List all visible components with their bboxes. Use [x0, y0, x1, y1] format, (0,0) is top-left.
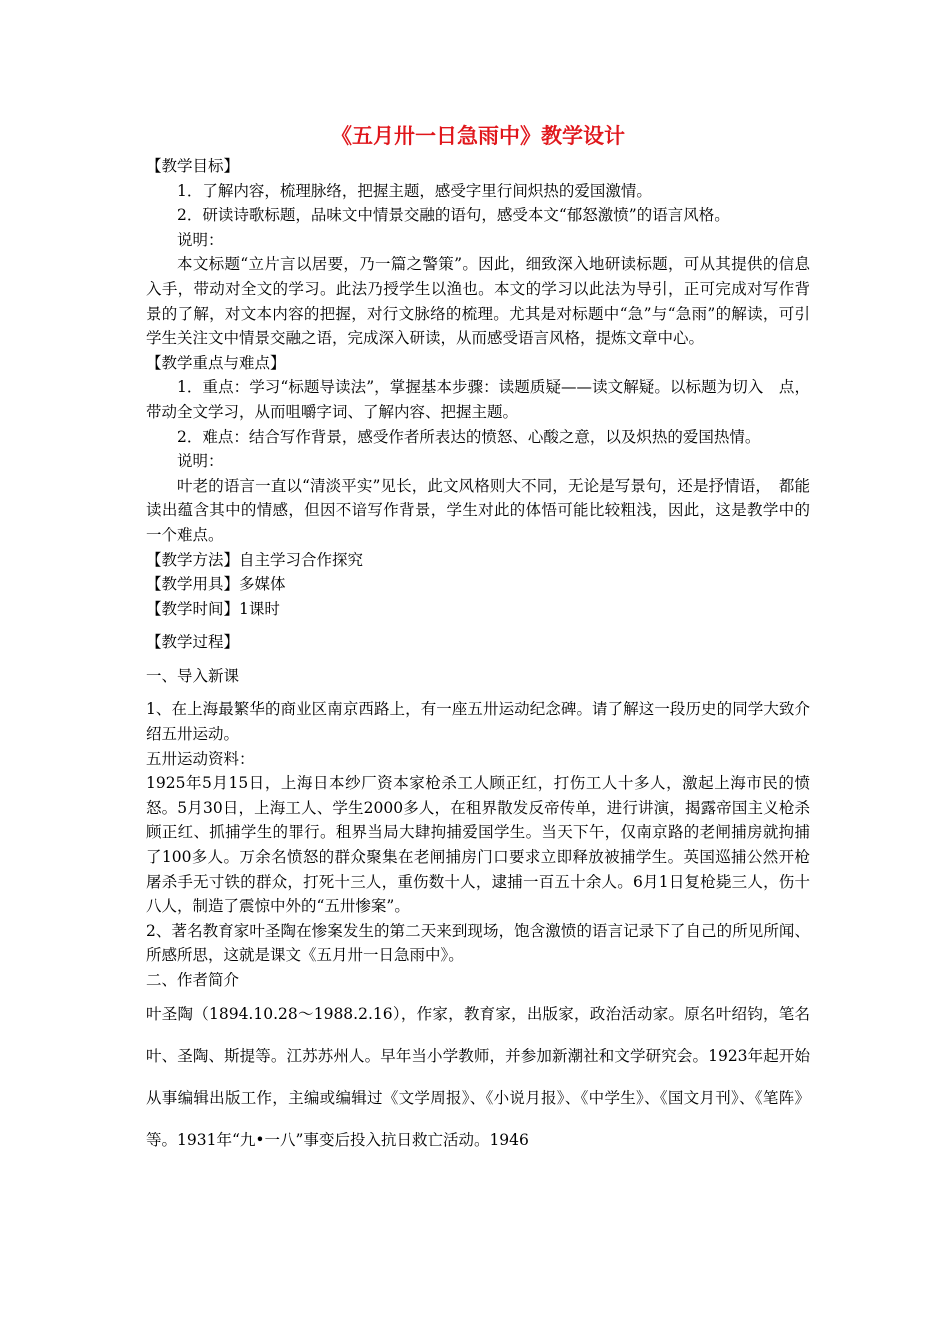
- key-point-1: 1．重点：学习“标题导读法”，掌握基本步骤：读题质疑——读文解疑。以标题为切入 点，带动全文学习，从而咀嚼字词、了解内容、把握主题。: [146, 378, 810, 421]
- teaching-time: 【教学时间】1课时: [146, 599, 280, 618]
- section-2-title: 二、作者简介: [146, 971, 240, 989]
- key-point-2: 2．难点：结合写作背景，感受作者所表达的愤怒、心酸之意，以及炽热的爱国热情。: [177, 427, 761, 446]
- section-1-paragraph-2: 2、著名教育家叶圣陶在惨案发生的第二天来到现场，饱含激愤的语言记录下了自己的所见所闻、所感所思，这就是课文《五月卅一日急雨中》。: [146, 921, 810, 965]
- teaching-method: 【教学方法】自主学习合作探究: [146, 550, 364, 569]
- teaching-tools: 【教学用具】多媒体: [146, 575, 286, 594]
- section-1-paragraph-1: 1、在上海最繁华的商业区南京西路上，有一座五卅运动纪念碑。请了解这一段历史的同学大致介绍五卅运动。: [146, 700, 810, 744]
- document-page: [146, 118, 810, 1161]
- author-intro: 叶圣陶（1894.10.28～1988.2.16），作家，教育家，出版家，政治活动家。原名叶绍钧，笔名叶、圣陶、斯提等。江苏苏州人。早年当小学教师，并参加新潮社和文学研究会。1923年起开始从事编辑出版工作，主编或编辑过《文学周报》、《小说月报》、《中学生》、《国文月刊》、《笔阵》等。1931年“九•一八”事变后投入抗日救亡活动。1946: [146, 1004, 810, 1149]
- document-title: 《五月卅一日急雨中》教学设计: [331, 124, 625, 148]
- key-points-heading: 【教学重点与难点】: [146, 353, 286, 372]
- goals-note-label: 说明：: [177, 230, 224, 249]
- process-heading: 【教学过程】: [146, 633, 240, 652]
- goals-heading: 【教学目标】: [146, 157, 240, 175]
- goal-item-2: 2．研读诗歌标题，品味文中情景交融的语句，感受本文“郁怒激愤”的语言风格。: [177, 206, 730, 225]
- goals-note-text: 本文标题“立片言以居要，乃一篇之警策”。因此，细致深入地研读标题，可从其提供的信息入手，带动对全文的学习。此法乃授学生以渔也。本文的学习以此法为导引，正可完成对写作背景的了解，对文本内容的把握，对行文脉络的梳理。尤其是对标题中“急”与“急雨”的解读，可引学生关注文中情景交融之语，完成深入研读，从而感受语言风格，提炼文章中心。: [146, 255, 810, 348]
- section-1-title: 一、导入新课: [146, 666, 240, 685]
- section-1-material-label: 五卅运动资料：: [146, 749, 255, 768]
- goal-item-1: 1．了解内容，梳理脉络，把握主题，感受字里行间炽热的爱国激情。: [177, 181, 652, 200]
- key-points-note-text: 叶老的语言一直以“清淡平实”见长，此文风格则大不同，无论是写景句，还是抒情语， 都能读出蕴含其中的情感，但因不谙写作背景，学生对此的体悟可能比较粗浅，因此，这是教学中的一个难点。: [146, 476, 810, 544]
- section-1-material: 1925年5月15日，上海日本纱厂资本家枪杀工人顾正红，打伤工人十多人，激起上海市民的愤怒。5月30日，上海工人、学生2000多人，在租界散发反帝传单，进行讲演，揭露帝国主义枪杀顾正红、抓捕学生的罪行。租界当局大肆拘捕爱国学生。当天下午，仅南京路的老闸捕房就拘捕了100多人。万余名愤怒的群众聚集在老闸捕房门口要求立即释放被捕学生。英国巡捕公然开枪屠杀手无寸铁的群众，打死十三人，重伤数十人，逮捕一百五十余人。6月1日复枪毙三人，伤十八人，制造了震惊中外的“五卅惨案”。: [146, 774, 810, 916]
- key-points-note-label: 说明：: [177, 452, 224, 471]
